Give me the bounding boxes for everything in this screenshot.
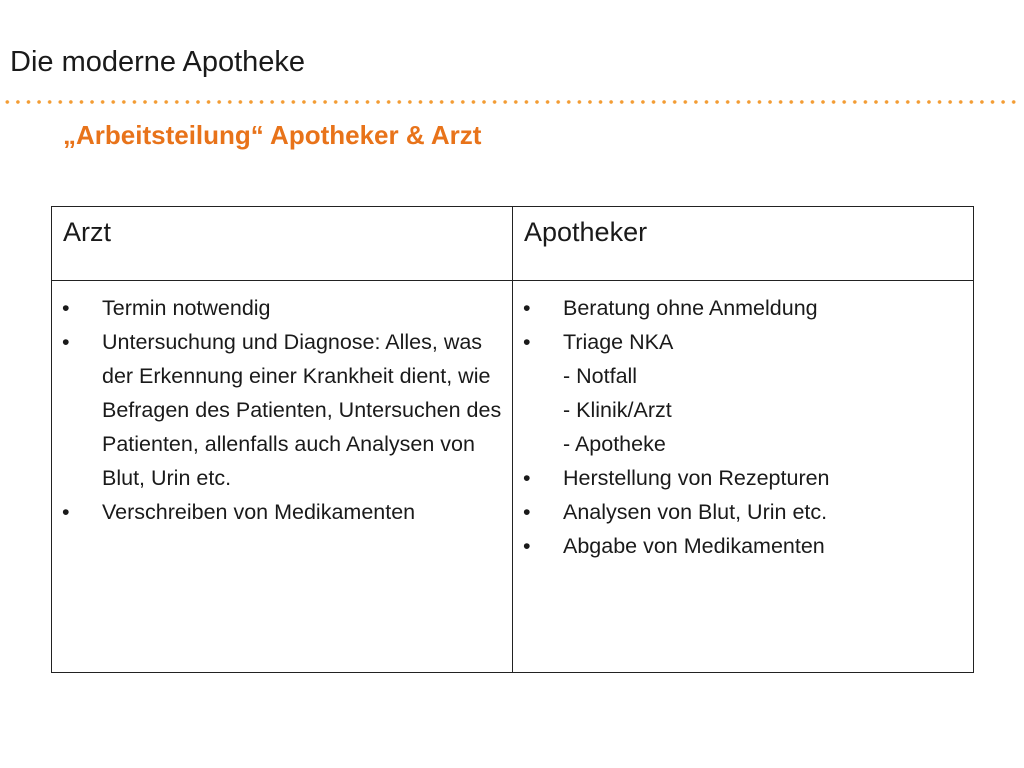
list-item-text: Verschreiben von Medikamenten	[102, 500, 416, 524]
list-item-text: Triage NKA	[563, 330, 674, 354]
table-header-row	[52, 207, 974, 281]
comparison-table	[51, 206, 974, 673]
bullet-icon: •	[62, 330, 70, 354]
sub-item: - Apotheke	[563, 432, 666, 456]
arzt-list	[62, 291, 504, 529]
list-item	[523, 461, 965, 495]
list-item	[62, 495, 504, 529]
list-item-text: Beratung ohne Anmeldung	[563, 296, 818, 320]
header-arzt: Arzt	[52, 207, 513, 281]
cell-arzt	[52, 281, 513, 673]
list-item-text: Analysen von Blut, Urin etc.	[563, 500, 828, 524]
sub-item: - Notfall	[563, 364, 638, 388]
bullet-icon: •	[62, 500, 70, 524]
table-body-row	[52, 281, 974, 673]
bullet-icon: •	[523, 534, 531, 558]
dotted-divider	[2, 99, 1020, 105]
list-item-text: Herstellung von Rezepturen	[563, 466, 830, 490]
bullet-icon: •	[523, 296, 531, 320]
list-item	[523, 291, 965, 325]
slide-subtitle: „Arbeitsteilung“ Apotheker & Arzt	[63, 120, 482, 150]
bullet-icon: •	[523, 466, 531, 490]
sub-item: - Klinik/Arzt	[563, 398, 672, 422]
apotheker-list	[523, 291, 965, 563]
list-item-text: Untersuchung und Diagnose: Alles, was der Erkennung einer Krankheit dient, wie Befragen des Patienten, Untersuchen des Patienten, allenfalls auch Analysen von Blut, Urin etc.	[102, 330, 502, 490]
bullet-icon: •	[523, 500, 531, 524]
list-item	[523, 325, 965, 461]
bullet-icon: •	[523, 330, 531, 354]
list-item	[523, 529, 965, 563]
cell-apotheker	[513, 281, 974, 673]
list-item	[62, 291, 504, 325]
list-item-text: Abgabe von Medikamenten	[563, 534, 825, 558]
list-item	[62, 325, 504, 495]
slide-title: Die moderne Apotheke	[10, 46, 306, 78]
list-item-text: Termin notwendig	[102, 296, 271, 320]
bullet-icon: •	[62, 296, 70, 320]
header-apotheker: Apotheker	[513, 207, 974, 281]
list-item	[523, 495, 965, 529]
